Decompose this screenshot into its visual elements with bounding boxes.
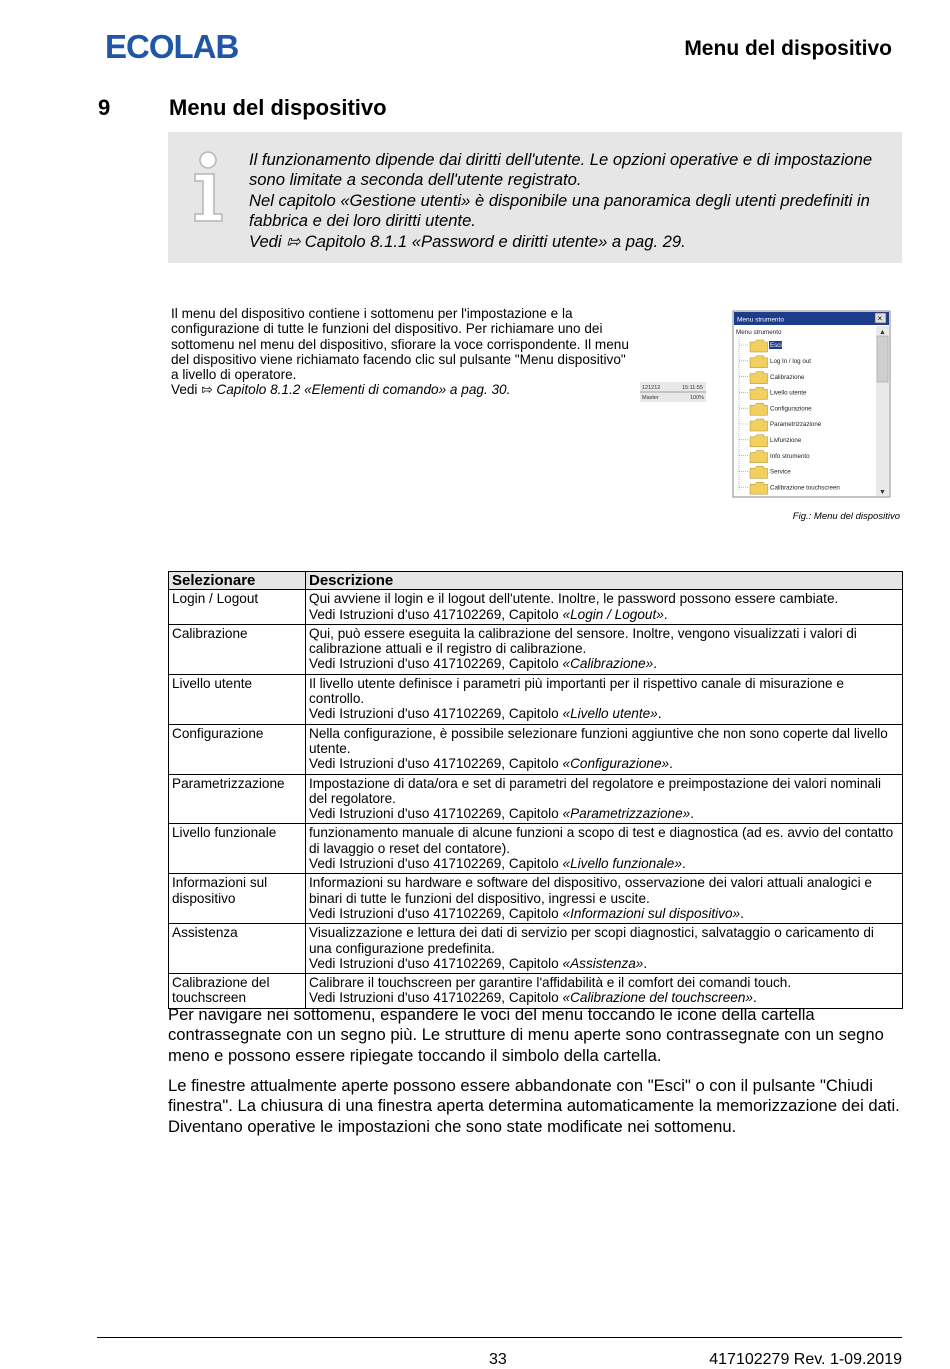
cell-select: Configurazione (169, 724, 306, 774)
note-ref-link[interactable]: Capitolo 8.1.1 «Password e diritti utente» a pag. 29. (304, 231, 686, 251)
ref-suffix: . (681, 856, 686, 872)
cell-description (306, 774, 903, 824)
intro-text (171, 306, 631, 398)
folder-icon (750, 419, 768, 431)
desc-text: Qui avviene il login e il logout dell'utente. Inoltre, le password possono essere cambiate. (309, 591, 839, 607)
desc-text: Il livello utente definisce i parametri più importanti per il rispettivo canale di misurazione e controllo. (309, 675, 844, 707)
cell-description (306, 974, 903, 1009)
desc-text: Informazioni su hardware e software del dispositivo, osservazione dei valori attuali analogici e binari di tutte le funzioni del dispositivo, ingressi e uscite. (309, 875, 872, 906)
ref-link[interactable]: «Parametrizzazione» (562, 806, 691, 822)
table-row (169, 974, 903, 1009)
header-title: Menu del dispositivo (684, 37, 892, 60)
tree-item-label: Configurazione (770, 405, 812, 413)
ref-prefix: Vedi Istruzioni d'uso 417102269, Capitolo (309, 905, 559, 921)
folder-icon (750, 435, 768, 447)
table-row (169, 824, 903, 874)
desc-text: Nella configurazione, è possibile selezionare funzioni aggiuntive che non sono coperte dal livello utente. (309, 725, 888, 756)
intro-ref-link[interactable]: Capitolo 8.1.2 «Elementi di comando» a pag. 30. (216, 382, 511, 398)
col-header-description: Descrizione (306, 572, 903, 590)
ref-link[interactable]: «Configurazione» (562, 756, 670, 772)
table-row (169, 774, 903, 824)
tree-item-label: Parametrizzazione (770, 421, 822, 429)
ref-suffix: . (643, 955, 648, 971)
cell-select: Assistenza (169, 924, 306, 974)
ecolab-logo (105, 28, 255, 62)
footer-divider (97, 1337, 902, 1338)
scroll-up-icon: ▲ (879, 329, 886, 336)
ref-link[interactable]: «Livello funzionale» (562, 856, 682, 872)
folder-icon (750, 387, 768, 399)
ref-prefix: Vedi Istruzioni d'uso 417102269, Capitolo (309, 706, 559, 722)
table-header-row (169, 572, 903, 590)
table-row (169, 874, 903, 924)
desc-text: Visualizzazione e lettura dei dati di servizio per scopi diagnostici, salvataggio o caricamento di una configurazione predefinita. (309, 925, 874, 956)
cell-description (306, 874, 903, 924)
ref-link[interactable]: «Assistenza» (562, 955, 644, 971)
body-paragraph: Per navigare nei sottomenu, espandere le voci del menu toccando le icone della cartella contrassegnate con un segno più. Le strutture di menu aperte sono contrassegnate con un segno meno e possono essere ripiegate toccando il simbolo della cartella. (168, 1005, 884, 1065)
ref-link[interactable]: «Calibrazione del touchscreen» (562, 990, 753, 1006)
document-reference: 417102279 Rev. 1-09.2019 (709, 1351, 902, 1368)
ref-prefix: Vedi Istruzioni d'uso 417102269, Capitolo (309, 955, 559, 971)
ref-prefix: Vedi (171, 382, 198, 398)
cell-select: Parametrizzazione (169, 774, 306, 824)
ref-suffix: . (663, 606, 668, 622)
cell-select: Livello funzionale (169, 824, 306, 874)
intro-paragraph: Il menu del dispositivo contiene i sottomenu per l'impostazione e la configurazione di tutte le funzioni del dispositivo. Per richiamare uno dei sottomenu nel menu del dispositivo, sfiorare la voce corrispondente. Il menu del dispositivo viene richiamato facendo clic sul pulsante "Menu dispositivo" a livello di operatore. (171, 306, 629, 383)
window-title: Menu strumento (737, 316, 784, 324)
side-value1: 121212 (642, 385, 661, 391)
note-text (249, 150, 889, 252)
ref-link[interactable]: «Informazioni sul dispositivo» (562, 905, 741, 921)
tree-item-label: Log In / log out (770, 358, 811, 365)
cell-description (306, 824, 903, 874)
tree-item-label: Info strumento (770, 452, 810, 460)
folder-icon (750, 403, 768, 415)
cross-ref-icon: ⇰ (286, 231, 301, 251)
ref-link[interactable]: «Livello utente» (562, 706, 658, 722)
tree-item-label: Service (770, 468, 791, 476)
table-row (169, 674, 903, 724)
tree-item-label: Livfunzione (770, 437, 802, 444)
side-label: Master (642, 395, 659, 401)
scrollbar-thumb[interactable] (877, 336, 888, 382)
ref-prefix: Vedi Istruzioni d'uso 417102269, Capitolo (309, 856, 559, 872)
scroll-down-icon: ▼ (879, 489, 886, 496)
ref-suffix: . (740, 905, 744, 921)
ref-suffix: . (657, 706, 662, 722)
cell-description (306, 924, 903, 974)
intro-ref (171, 382, 631, 397)
ref-prefix: Vedi Istruzioni d'uso 417102269, Capitolo (309, 990, 559, 1006)
device-menu-screenshot (640, 310, 900, 498)
table-row (169, 924, 903, 974)
selection-table (168, 571, 903, 1009)
info-icon (191, 150, 227, 224)
ref-prefix: Vedi Istruzioni d'uso 417102269, Capitolo (309, 606, 559, 622)
note-line: Il funzionamento dipende dai diritti dell'utente. Le opzioni operative e di impostazione sono limitate a seconda dell'utente registrato. (249, 150, 873, 190)
ref-prefix: Vedi (249, 231, 282, 251)
tree-item-label: Livello utente (770, 389, 807, 397)
ref-suffix: . (653, 656, 657, 672)
cell-select: Livello utente (169, 674, 306, 724)
folder-icon (750, 372, 768, 384)
page-number: 33 (489, 1351, 507, 1368)
tree-root: Menu strumento (736, 329, 782, 336)
cell-description (306, 590, 903, 625)
ref-suffix: . (752, 990, 757, 1006)
ref-prefix: Vedi Istruzioni d'uso 417102269, Capitolo (309, 756, 559, 772)
exit-icon (750, 340, 768, 352)
section-number: 9 (98, 95, 111, 120)
table-row (169, 624, 903, 674)
desc-text: Calibrare il touchscreen per garantire l'affidabilità e il comfort dei comandi touch. (309, 975, 792, 991)
tree-item-label: Calibrazione (770, 373, 805, 381)
desc-text: funzionamento manuale di alcune funzioni a scopo di test e diagnostica (ad es. avvio del contatto di lavaggio o reset del contatore). (309, 825, 894, 856)
ref-prefix: Vedi Istruzioni d'uso 417102269, Capitolo (309, 806, 559, 822)
desc-text: Qui, può essere eseguita la calibrazione del sensore. Inoltre, vengono visualizzati i valori di calibrazione attuali e il registro di calibrazione. (309, 625, 857, 657)
folder-icon (750, 451, 768, 463)
note-line: Nel capitolo «Gestione utenti» è disponibile una panoramica degli utenti predefiniti in fabbrica e dei loro diritti utente. (249, 190, 870, 231)
tree-item-label: Calibrazione touchscreen (770, 484, 840, 492)
cell-description (306, 724, 903, 774)
note-ref (249, 232, 889, 252)
cell-select: Informazioni sul dispositivo (169, 874, 306, 924)
table-row (169, 590, 903, 625)
tree-item-label: Esci (770, 342, 782, 350)
info-note (168, 132, 902, 263)
side-value2: 15:11:55 (682, 385, 704, 391)
side-pct: 100% (690, 395, 705, 401)
cell-select: Login / Logout (169, 590, 306, 625)
ref-link[interactable]: «Calibrazione» (562, 656, 654, 672)
close-icon: × (877, 314, 883, 323)
table-row (169, 724, 903, 774)
cell-select: Calibrazione del touchscreen (169, 974, 306, 1009)
folder-icon (750, 482, 768, 494)
desc-text: Impostazione di data/ora e set di parametri del regolatore e preimpostazione dei valori nominali del regolatore. (309, 775, 882, 806)
cell-description (306, 674, 903, 724)
col-header-select: Selezionare (169, 572, 306, 590)
body-paragraph: Le finestre attualmente aperte possono essere abbandonate con "Esci" o con il pulsante "Chiudi finestra". La chiusura di una finestra aperta determina automaticamente la memorizzazione dei dati. Diventano operative le impostazioni che sono state modificate nei sottomenu. (168, 1076, 900, 1136)
cell-description (306, 624, 903, 674)
ref-suffix: . (669, 756, 673, 772)
logo-text: ECOLAB (105, 28, 239, 62)
cross-ref-icon: ⇰ (201, 382, 213, 398)
section-title: Menu del dispositivo (169, 95, 387, 120)
ref-prefix: Vedi Istruzioni d'uso 417102269, Capitolo (309, 656, 559, 672)
cell-select: Calibrazione (169, 624, 306, 674)
folder-icon (750, 466, 768, 478)
folder-icon (750, 356, 768, 368)
ref-link[interactable]: «Login / Logout» (562, 606, 664, 622)
figure-caption: Fig.: Menu del dispositivo (792, 511, 900, 522)
ref-suffix: . (690, 806, 694, 822)
